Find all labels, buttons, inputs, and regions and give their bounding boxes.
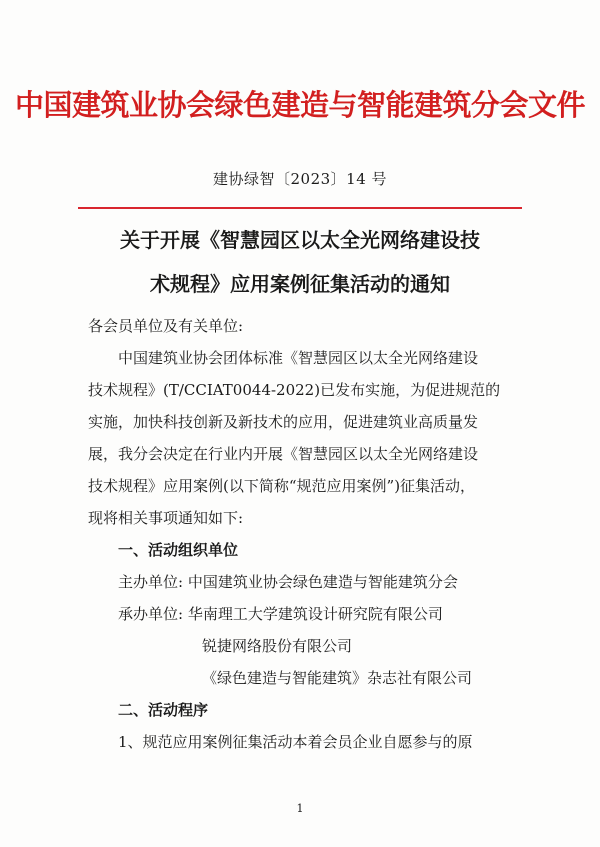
intro-paragraph-line: 技术规程》(T/CCIAT0044-2022)已发布实施，为促进规范的 (88, 381, 501, 399)
intro-paragraph-line: 技术规程》应用案例(以下简称“规范应用案例”)征集活动， (88, 477, 476, 495)
notice-title-line-2: 术规程》应用案例征集活动的通知 (150, 272, 450, 296)
organizer-unit-3: 《绿色建造与智能建筑》杂志社有限公司 (202, 669, 473, 687)
intro-paragraph-line: 实施，加快科技创新及新技术的应用，促进建筑业高质量发 (88, 413, 479, 431)
intro-paragraph-line: 中国建筑业协会团体标准《智慧园区以太全光网络建设 (118, 349, 479, 367)
intro-paragraph-line: 现将相关事项通知如下: (88, 509, 244, 527)
organizer-unit-line: 承办单位: 华南理工大学建筑设计研究院有限公司 (118, 605, 443, 623)
intro-paragraph-line: 展，我分会决定在行业内开展《智慧园区以太全光网络建设 (88, 445, 479, 463)
document-number: 建协绿智〔2023〕14 号 (212, 170, 388, 188)
section-heading-organizers: 一、活动组织单位 (118, 541, 239, 559)
salutation: 各会员单位及有关单位: (88, 317, 244, 335)
page-number: 1 (296, 802, 304, 815)
organizer-unit-2: 锐捷网络股份有限公司 (202, 637, 353, 655)
section-heading-procedure: 二、活动程序 (118, 701, 209, 719)
host-unit-line: 主办单位: 中国建筑业协会绿色建造与智能建筑分会 (118, 573, 458, 591)
notice-title-line-1: 关于开展《智慧园区以太全光网络建设技 (120, 228, 480, 252)
red-divider-rule (78, 207, 522, 209)
document-header-title: 中国建筑业协会绿色建造与智能建筑分会文件 (14, 88, 585, 122)
procedure-item-1-line: 1、规范应用案例征集活动本着会员企业自愿参与的原 (118, 733, 473, 751)
